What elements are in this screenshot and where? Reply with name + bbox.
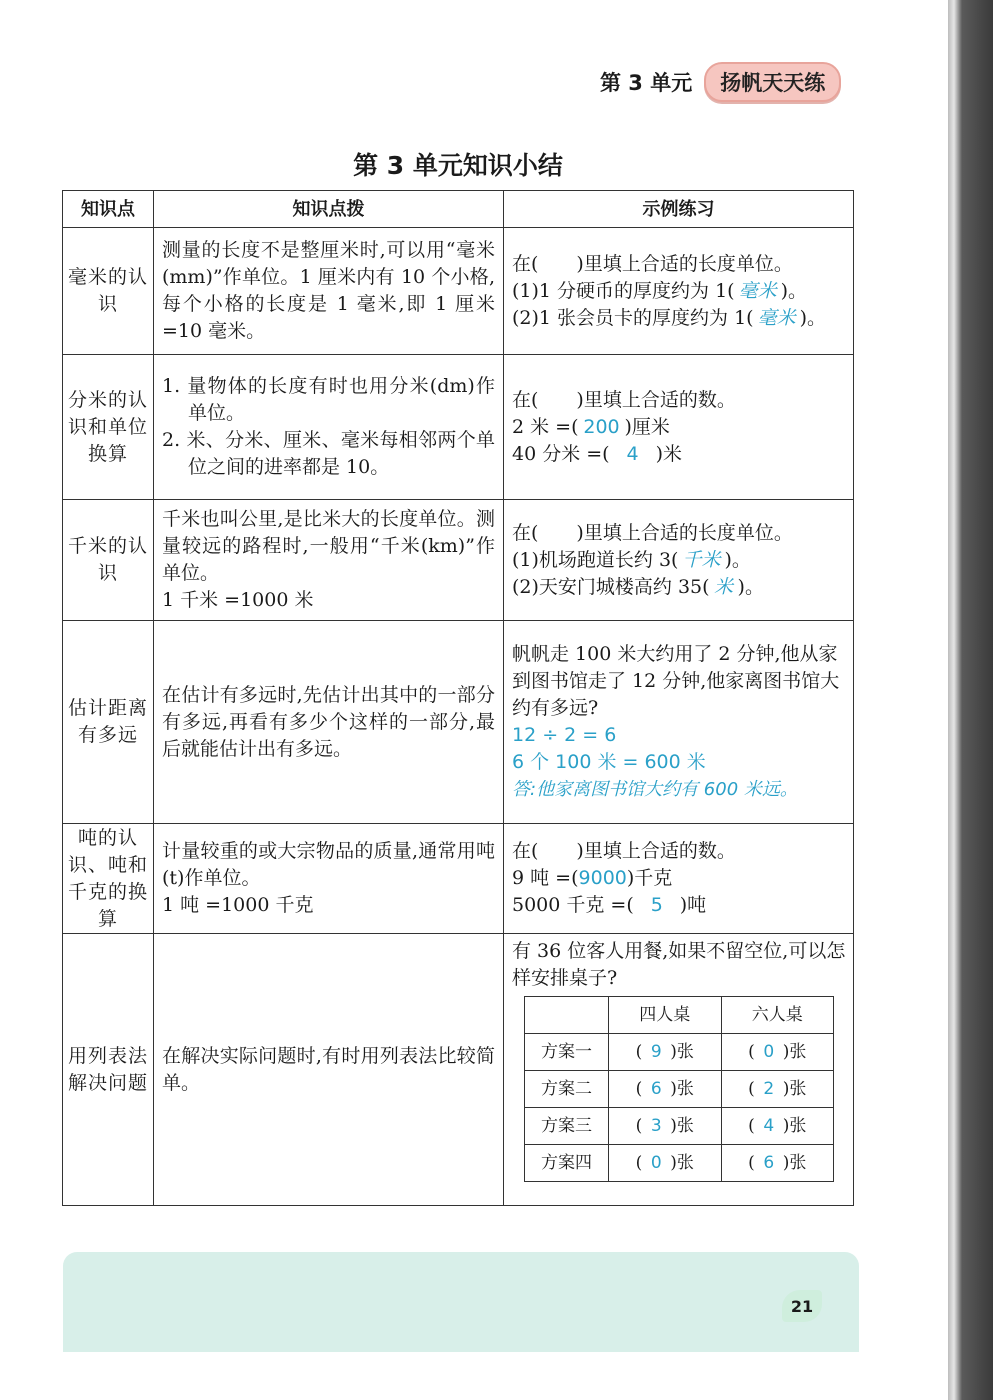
example-line: (2)1 张会员卡的厚度约为 1( 毫米 )。	[512, 305, 847, 332]
example-intro: 在( )里填上合适的数。	[512, 840, 736, 862]
answer: 200	[583, 415, 620, 438]
table-row	[63, 355, 854, 500]
tip-cell: 在解决实际问题时,有时用列表法比较简单。	[154, 934, 504, 1206]
binding-edge	[948, 0, 993, 1400]
plan-four: ( 6 )张	[609, 1071, 722, 1108]
topic-cell: 毫米的认识	[63, 228, 154, 355]
plan-six: ( 2 )张	[721, 1071, 834, 1108]
example-line: (1)机场跑道长约 3( 千米 )。	[512, 547, 847, 574]
knowledge-table	[62, 190, 854, 1206]
col-header-topic: 知识点	[63, 191, 154, 228]
plan-col-header: 四人桌	[609, 997, 722, 1034]
tip-item: 1. 量物体的长度有时也用分米(dm)作单位。	[162, 375, 495, 424]
col-header-tip: 知识点拨	[154, 191, 504, 228]
example-line: 2 米 =( 200 )厘米	[512, 414, 847, 441]
example-intro: 在( )里填上合适的长度单位。	[512, 252, 793, 275]
table-row	[63, 934, 854, 1206]
tip-text: 千米也叫公里,是比米大的长度单位。测量较远的路程时,一般用“千米(km)”作单位。	[162, 508, 495, 584]
answer: 6	[763, 1153, 775, 1173]
example-cell	[504, 824, 854, 934]
answer: 3	[650, 1116, 662, 1136]
tip-equation: 1 千米 =1000 米	[162, 589, 314, 611]
plan-six: ( 6 )张	[721, 1145, 834, 1182]
example-line: 5000 千克 =( 5 )吨	[512, 892, 847, 919]
answer: 9	[650, 1042, 662, 1062]
answer: 毫米	[738, 279, 777, 302]
tip-cell: 在估计有多远时,先估计出其中的一部分有多远,再看有多少个这样的一部分,最后就能估计出有多远。	[154, 621, 504, 824]
answer: 2	[763, 1079, 775, 1099]
plan-six: ( 0 )张	[721, 1034, 834, 1071]
word-problem: 有 36 位客人用餐,如果不留空位,可以怎样安排桌子?	[512, 940, 846, 989]
solution-answer: 答:他家离图书馆大约有 600 米远。	[512, 779, 798, 800]
example-cell	[504, 500, 854, 621]
page-title: 第 3 单元知识小结	[353, 151, 563, 180]
example-cell	[504, 228, 854, 355]
answer: 5	[650, 894, 663, 916]
plan-row	[525, 1145, 834, 1182]
plan-row	[525, 1071, 834, 1108]
table-row	[63, 824, 854, 934]
unit-label: 第 3 单元	[600, 71, 693, 95]
answer: 千米	[682, 548, 721, 571]
example-cell	[504, 934, 854, 1206]
example-line: 40 分米 =( 4 )米	[512, 441, 847, 468]
answer: 米	[714, 575, 734, 598]
answer: 4	[763, 1116, 775, 1136]
plan-four: ( 9 )张	[609, 1034, 722, 1071]
solution-step: 12 ÷ 2 = 6	[512, 724, 617, 746]
plan-table	[524, 996, 834, 1182]
tip-item: 2. 米、分米、厘米、毫米每相邻两个单位之间的进率都是 10。	[162, 429, 495, 478]
example-line: (1)1 分硬币的厚度约为 1( 毫米 )。	[512, 278, 847, 305]
plan-four: ( 3 )张	[609, 1108, 722, 1145]
plan-name: 方案二	[525, 1071, 609, 1108]
tip-cell	[154, 500, 504, 621]
table-row	[63, 500, 854, 621]
plan-row	[525, 1034, 834, 1071]
answer: 0	[763, 1042, 775, 1062]
topic-cell: 吨的认识、吨和千克的换算	[63, 824, 154, 934]
brand-badge: 扬帆天天练	[704, 62, 841, 102]
word-problem: 帆帆走 100 米大约用了 2 分钟,他从家到图书馆走了 12 分钟,他家离图书馆大约有多远?	[512, 643, 840, 719]
example-cell	[504, 355, 854, 500]
answer: 6	[650, 1079, 662, 1099]
tip-text: 计量较重的或大宗物品的质量,通常用吨(t)作单位。	[162, 840, 495, 889]
answer: 4	[626, 442, 639, 465]
page-header	[600, 62, 841, 102]
page-number: 21	[782, 1290, 822, 1322]
plan-name: 方案四	[525, 1145, 609, 1182]
answer: 毫米	[757, 306, 796, 329]
solution-step: 6 个 100 米 = 600 米	[512, 751, 706, 773]
example-line: 9 吨 =(9000)千克	[512, 865, 847, 892]
tip-cell	[154, 355, 504, 500]
plan-name: 方案一	[525, 1034, 609, 1071]
plan-name: 方案三	[525, 1108, 609, 1145]
answer: 0	[650, 1153, 662, 1173]
col-header-example: 示例练习	[504, 191, 854, 228]
tip-equation: 1 吨 =1000 千克	[162, 894, 314, 916]
tip-cell	[154, 824, 504, 934]
plan-four: ( 0 )张	[609, 1145, 722, 1182]
topic-cell: 千米的认识	[63, 500, 154, 621]
example-cell	[504, 621, 854, 824]
topic-cell: 估计距离有多远	[63, 621, 154, 824]
plan-col-header: 六人桌	[721, 997, 834, 1034]
plan-six: ( 4 )张	[721, 1108, 834, 1145]
footer-band	[63, 1252, 859, 1352]
table-row	[63, 228, 854, 355]
topic-cell: 用列表法解决问题	[63, 934, 154, 1206]
table-row	[63, 621, 854, 824]
example-intro: 在( )里填上合适的数。	[512, 388, 736, 411]
example-line: (2)天安门城楼高约 35( 米 )。	[512, 574, 847, 601]
plan-row	[525, 1108, 834, 1145]
plan-header-row	[525, 997, 834, 1034]
topic-cell: 分米的认识和单位换算	[63, 355, 154, 500]
example-intro: 在( )里填上合适的长度单位。	[512, 521, 793, 544]
tip-cell: 测量的长度不是整厘米时,可以用“毫米(mm)”作单位。1 厘米内有 10 个小格,每个小格的长度是 1 毫米,即 1 厘米 =10 毫米。	[154, 228, 504, 355]
table-header-row	[63, 191, 854, 228]
answer: 9000	[578, 867, 627, 889]
